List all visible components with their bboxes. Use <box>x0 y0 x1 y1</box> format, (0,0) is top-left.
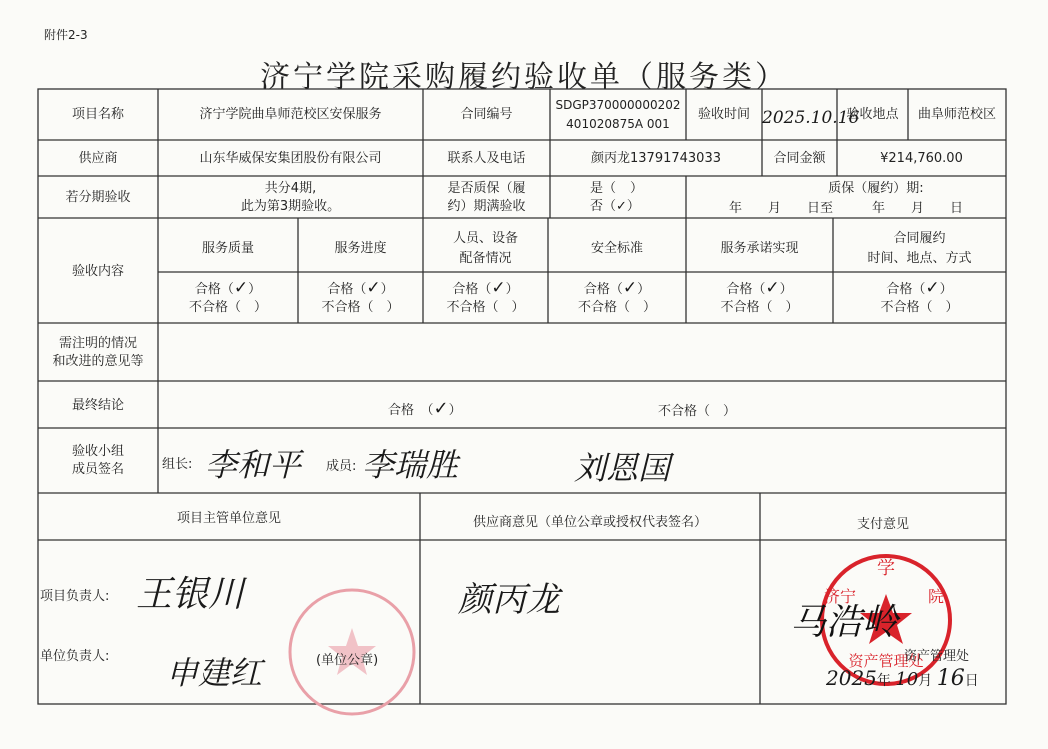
final-fail: 不合格（ ） <box>658 404 737 419</box>
criteria-pass-check: ✓ <box>925 278 940 298</box>
members-label: 成员: <box>326 459 357 474</box>
installment-label: 若分期验收 <box>65 190 131 205</box>
contract-no-line1: SDGP370000000202 <box>555 98 681 112</box>
criteria-pass-check: ✓ <box>622 278 638 298</box>
member1-signature: 李瑞胜 <box>362 446 459 484</box>
criteria-header-6: 合同履约 <box>893 231 946 246</box>
contact-label: 联系人及电话 <box>447 151 526 166</box>
unit-head-signature: 申建红 <box>166 654 263 692</box>
criteria-fail-2: 不合格（ ） <box>321 300 400 315</box>
contract-no-label: 合同编号 <box>460 107 513 122</box>
criteria-pass-4: 合格（✓） <box>583 278 651 298</box>
leader-signature: 李和平 <box>205 446 302 484</box>
seal-text-left: 济宁 <box>823 587 857 606</box>
notes-label-line2: 和改进的意见等 <box>52 354 144 369</box>
project-head-signature: 王银川 <box>136 574 245 615</box>
warranty-period-label: 质保（履约）期: <box>828 181 924 196</box>
page-title: 济宁学院采购履约验收单（服务类） <box>260 60 788 95</box>
dept-opinion-header: 项目主管单位意见 <box>176 511 281 526</box>
criteria-pass-3: 合格（✓） <box>452 278 519 298</box>
project-name-label: 项目名称 <box>71 107 124 122</box>
criteria-pass-5: 合格（✓） <box>726 278 793 298</box>
attachment-number: 附件2-3 <box>44 28 88 42</box>
contract-amount-label: 合同金额 <box>773 151 826 166</box>
criteria-subheader-3: 配备情况 <box>459 251 512 266</box>
leader-label: 组长: <box>162 457 193 472</box>
acceptance-content-label: 验收内容 <box>71 264 124 279</box>
payment-signature: 马浩岭 <box>790 602 899 643</box>
warranty-no: 否（✓） <box>590 199 640 214</box>
acceptance-place-value: 曲阜师范校区 <box>917 107 996 122</box>
unit-head-label: 单位负责人: <box>40 649 110 664</box>
contract-no-line2: 401020875A 001 <box>566 117 670 131</box>
contact-value: 颜丙龙13791743033 <box>591 151 721 166</box>
contract-amount-value: ¥214,760.00 <box>880 151 963 166</box>
acceptance-time-value: 2025.10.16 <box>762 108 860 128</box>
supplier-rep-signature: 颜丙龙 <box>458 580 560 620</box>
member2-signature: 刘恩国 <box>574 449 671 487</box>
criteria-pass-check: ✓ <box>765 278 780 298</box>
criteria-fail-3: 不合格（ ） <box>446 300 525 315</box>
criteria-pass-1: 合格（✓） <box>194 278 262 298</box>
installment-line2: 此为第3期验收。 <box>240 199 341 214</box>
criteria-pass-check: ✓ <box>366 278 381 298</box>
group-label-line1: 验收小组 <box>71 444 124 459</box>
criteria-subheader-6: 时间、地点、方式 <box>867 251 972 266</box>
supplier-opinion-header: 供应商意见（单位公章或授权代表签名） <box>472 515 707 530</box>
criteria-pass-check: ✓ <box>233 278 249 298</box>
project-name-value: 济宁学院曲阜师范校区安保服务 <box>199 107 382 122</box>
criteria-pass-6: 合格（✓） <box>886 278 953 298</box>
asset-office-label: 资产管理处 <box>904 649 970 664</box>
criteria-header-2: 服务进度 <box>334 241 387 256</box>
project-head-label: 项目负责人: <box>40 589 110 604</box>
criteria-header-3: 人员、设备 <box>452 231 518 246</box>
seal-text-bottom: 资产管理处 <box>848 652 924 670</box>
acceptance-time-label: 验收时间 <box>697 107 750 122</box>
warranty-period-dates: 年 月 日至 年 月 日 <box>728 201 963 216</box>
warranty-yes: 是（ ） <box>590 181 644 196</box>
group-label-line2: 成员签名 <box>71 462 124 477</box>
criteria-header-1: 服务质量 <box>201 241 254 256</box>
installment-line1: 共分4期, <box>264 181 317 196</box>
unit-seal-label: (单位公章) <box>316 653 379 668</box>
acceptance-place-label: 验收地点 <box>846 107 899 122</box>
warranty-no-check: ✓ <box>616 199 627 214</box>
criteria-header-4: 安全标准 <box>590 241 643 256</box>
criteria-header-5: 服务承诺实现 <box>720 241 799 256</box>
supplier-value: 山东华威保安集团股份有限公司 <box>199 151 382 166</box>
criteria-fail-5: 不合格（ ） <box>720 300 799 315</box>
payment-opinion-header: 支付意见 <box>856 517 909 532</box>
criteria-fail-4: 不合格（ ） <box>577 300 656 315</box>
final-conclusion-label: 最终结论 <box>71 398 124 413</box>
payment-date: 2025年 10月 16日 <box>826 666 979 691</box>
warranty-question-line2: 约）期满验收 <box>447 199 526 214</box>
criteria-pass-2: 合格（✓） <box>327 278 394 298</box>
criteria-fail-6: 不合格（ ） <box>880 300 959 315</box>
criteria-pass-check: ✓ <box>491 278 506 298</box>
final-pass-check: ✓ <box>433 398 449 419</box>
seal-text-top: 学 <box>877 558 895 579</box>
final-pass: 合格 （✓） <box>388 398 462 419</box>
warranty-question-line1: 是否质保（履 <box>447 181 526 196</box>
supplier-label: 供应商 <box>78 151 118 166</box>
criteria-fail-1: 不合格（ ） <box>188 300 267 315</box>
notes-label-line1: 需注明的情况 <box>58 336 137 351</box>
seal-text-right: 院 <box>927 587 945 606</box>
